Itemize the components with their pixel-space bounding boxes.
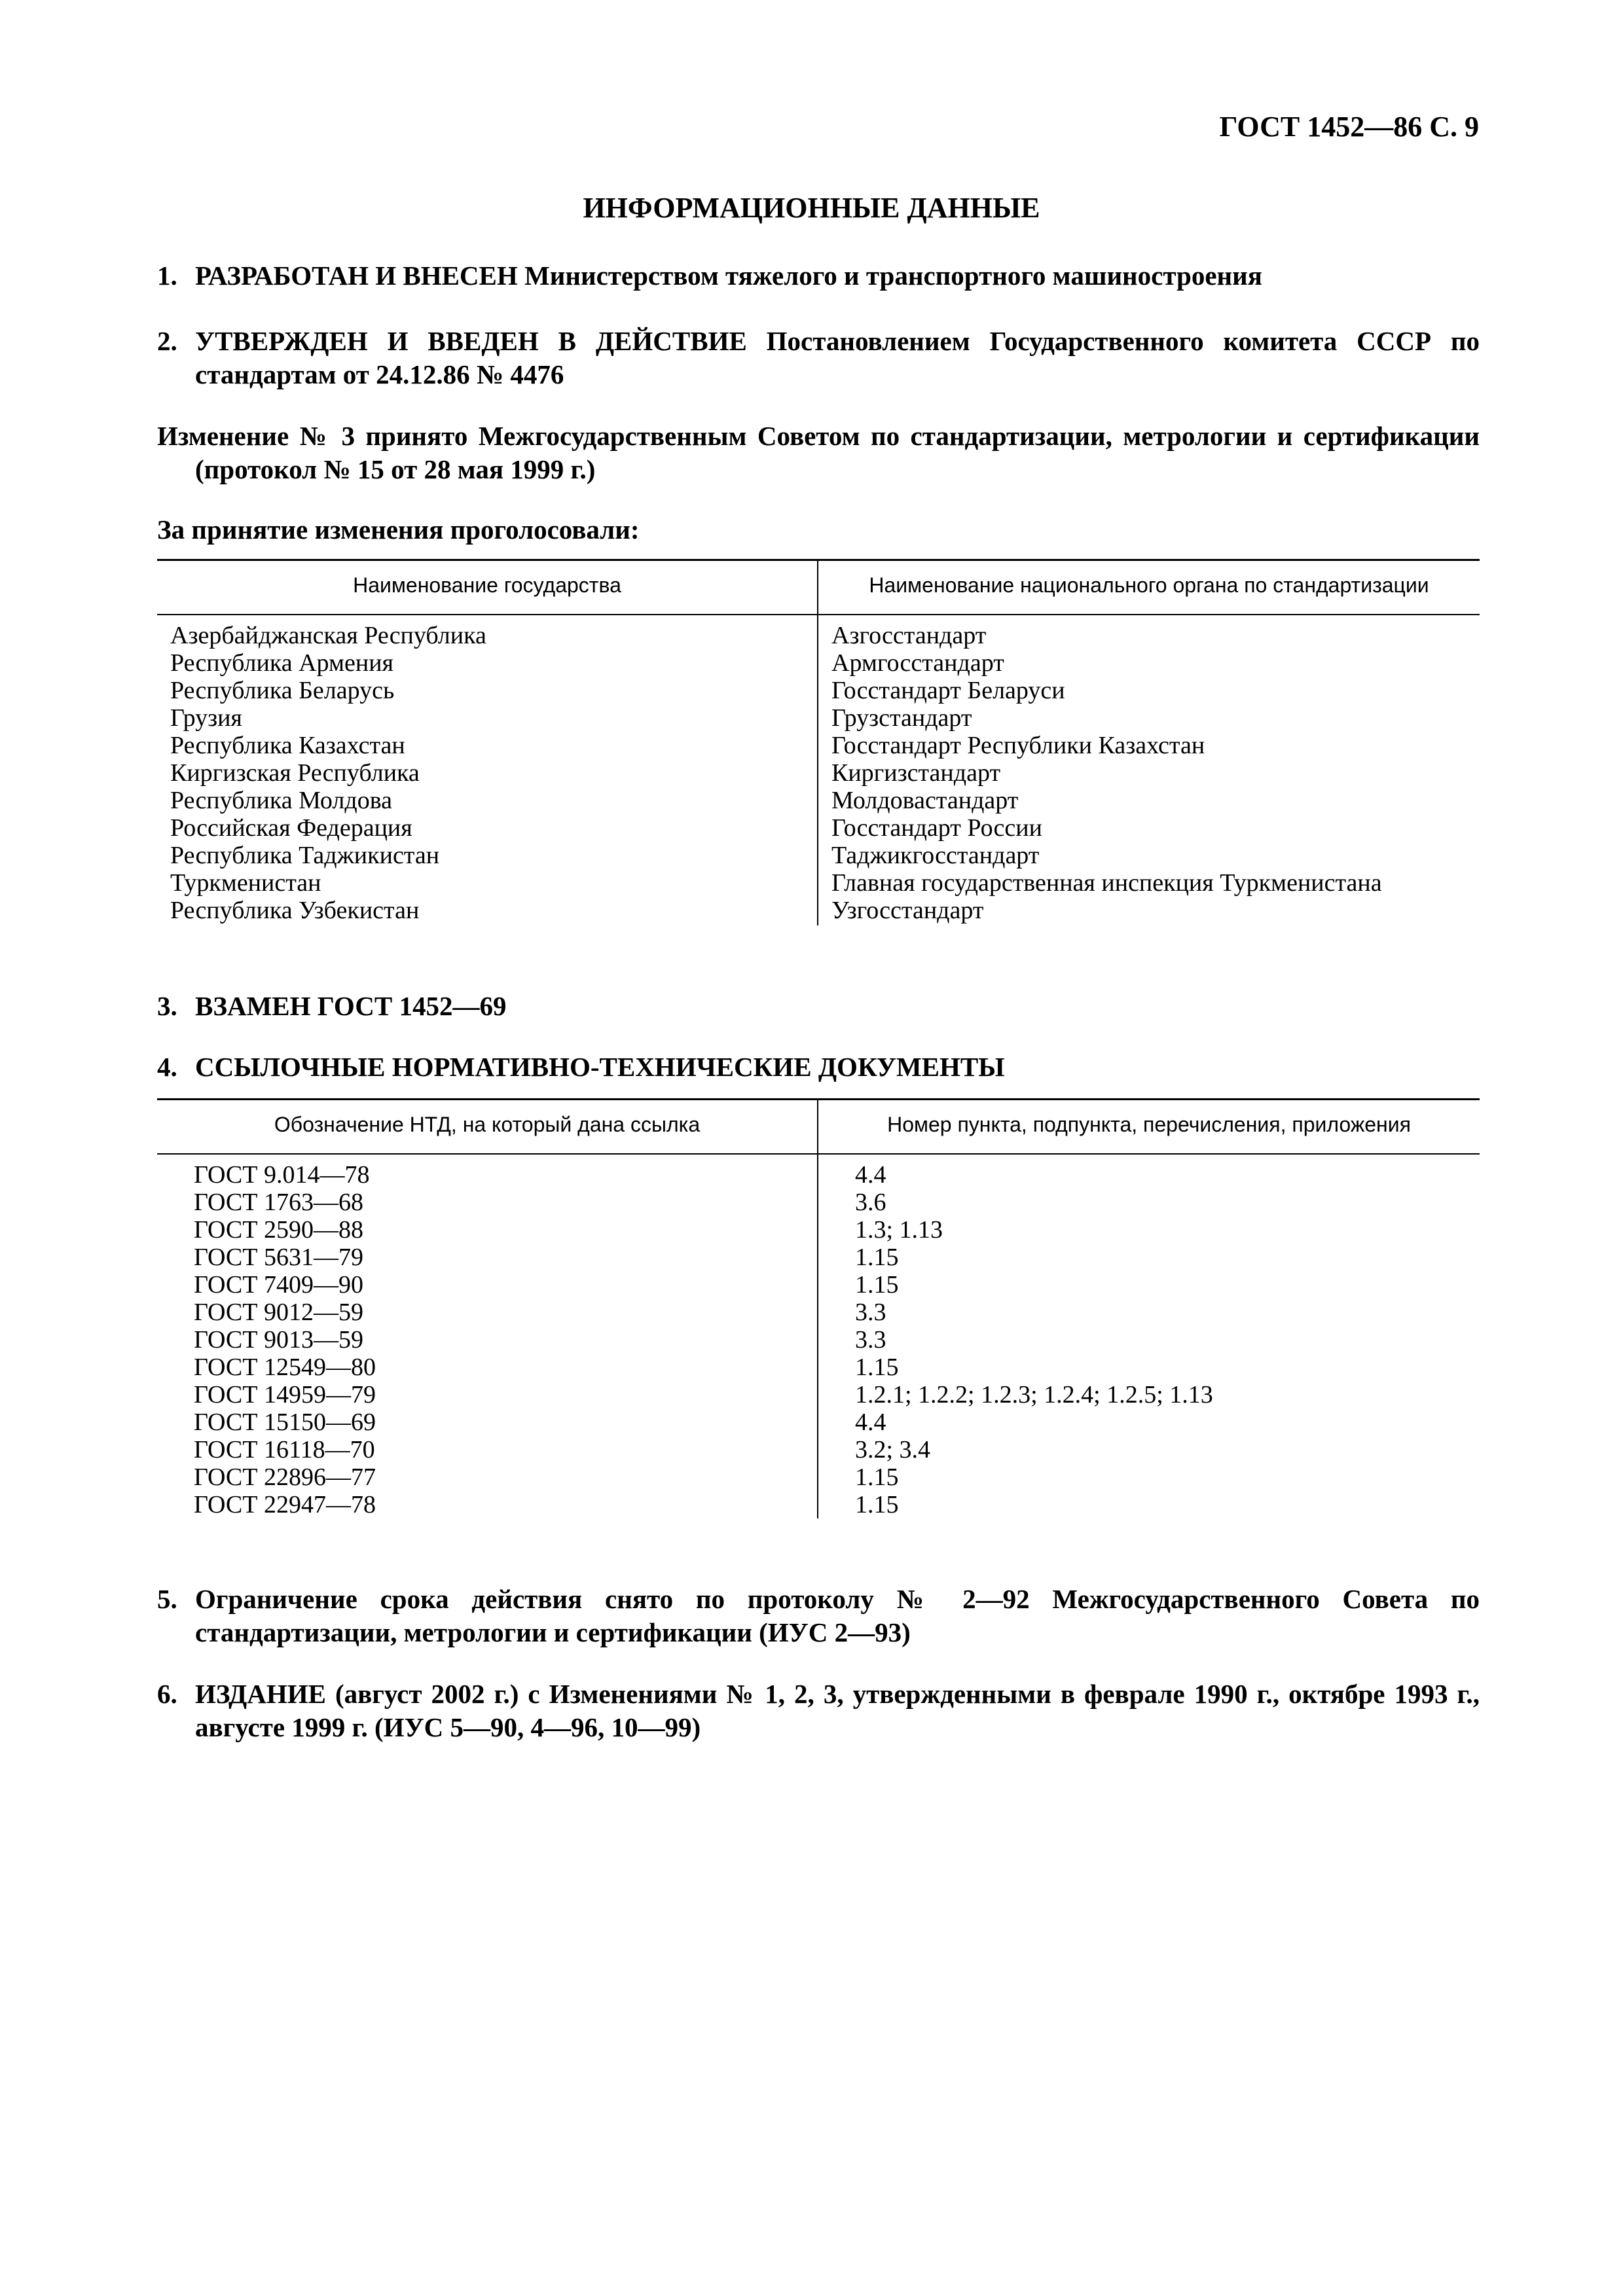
- table-cell-state: Туркменистан: [170, 869, 321, 897]
- item-text: ССЫЛОЧНЫЕ НОРМАТИВНО-ТЕХНИЧЕСКИЕ ДОКУМЕНТЫ: [195, 1052, 1005, 1082]
- table-cell-ref: 3.2; 3.4: [855, 1436, 931, 1463]
- table-cell-body: Киргизстандарт: [831, 759, 1001, 787]
- table-cell-ref: 1.2.1; 1.2.2; 1.2.3; 1.2.4; 1.2.5; 1.13: [855, 1381, 1213, 1408]
- table-column-divider: [817, 1098, 818, 1518]
- item-6: [157, 1677, 1480, 1744]
- table-cell-doc: ГОСТ 5631—79: [194, 1244, 363, 1271]
- table-cell-ref: 4.4: [855, 1161, 886, 1189]
- table-cell-body: Госстандарт Беларуси: [831, 677, 1065, 704]
- table-cell-body: Азгосстандарт: [831, 622, 987, 649]
- table-cell-state: Азербайджанская Республика: [170, 622, 486, 649]
- table-cell-ref: 1.3; 1.13: [855, 1216, 943, 1244]
- table-cell-doc: ГОСТ 1763—68: [194, 1189, 363, 1216]
- vote-bodies-column: [831, 622, 1382, 924]
- item-text: ИЗДАНИЕ (август 2002 г.) с Изменениями № 1, 2, 3, утвержденными в феврале 1990 г., октябре 1993 г., августе 1999 г. (ИУС 5—90, 4—96, 10—99): [195, 1679, 1480, 1742]
- vote-table: [157, 559, 1480, 925]
- table-cell-doc: ГОСТ 15150—69: [194, 1408, 376, 1436]
- table-cell-state: Республика Армения: [170, 649, 394, 677]
- table-cell-ref: 3.3: [855, 1326, 886, 1354]
- table-cell-state: Республика Молдова: [170, 787, 393, 814]
- item-4: [157, 1050, 1480, 1084]
- table-cell-ref: 1.15: [855, 1244, 899, 1271]
- table-cell-state: Республика Казахстан: [170, 732, 405, 759]
- ref-docs-column: [194, 1161, 376, 1518]
- table-cell-body: Госстандарт России: [831, 814, 1042, 842]
- item-text: ВЗАМЕН ГОСТ 1452—69: [195, 991, 507, 1021]
- page-header: ГОСТ 1452—86 С. 9: [1219, 111, 1479, 143]
- item-text: Ограничение срока действия снято по протоколу № 2—92 Межгосударственного Совета по стандартизации, метрологии и сертификации (ИУС 2—93): [195, 1584, 1480, 1647]
- change-note: [157, 420, 1480, 486]
- table-cell-doc: ГОСТ 14959—79: [194, 1381, 376, 1408]
- table-cell-doc: ГОСТ 9013—59: [194, 1326, 363, 1354]
- vote-col2-header: Наименование национального органа по стандартизации: [869, 573, 1429, 597]
- table-cell-doc: ГОСТ 9012—59: [194, 1299, 363, 1326]
- item-text: УТВЕРЖДЕН И ВВЕДЕН В ДЕЙСТВИЕ Постановлением Государственного комитета СССР по стандартам от 24.12.86 № 4476: [195, 326, 1480, 389]
- table-cell-ref: 3.6: [855, 1189, 886, 1216]
- table-cell-state: Киргизская Республика: [170, 759, 420, 787]
- table-cell-doc: ГОСТ 2590—88: [194, 1216, 363, 1244]
- table-header-rule: [157, 1153, 1480, 1155]
- vote-states-column: [170, 622, 486, 924]
- item-number: 6.: [157, 1679, 177, 1709]
- vote-col1-header: Наименование государства: [353, 573, 621, 597]
- table-top-rule: [157, 559, 1480, 561]
- item-number: 3.: [157, 991, 177, 1021]
- table-cell-ref: 4.4: [855, 1408, 886, 1436]
- table-cell-ref: 3.3: [855, 1299, 886, 1326]
- table-cell-body: Таджикгосстандарт: [831, 842, 1040, 869]
- item-number: 4.: [157, 1052, 177, 1082]
- table-cell-body: Молдовастандарт: [831, 787, 1019, 814]
- item-number: 5.: [157, 1584, 177, 1614]
- table-cell-state: Республика Таджикистан: [170, 842, 440, 869]
- table-cell-ref: 1.15: [855, 1354, 899, 1381]
- ref-points-column: [855, 1161, 1213, 1518]
- item-number: 2.: [157, 326, 177, 356]
- table-column-divider: [817, 559, 818, 925]
- item-3: [157, 990, 1480, 1023]
- table-cell-doc: ГОСТ 12549—80: [194, 1354, 376, 1381]
- item-1: [157, 259, 1480, 293]
- table-cell-body: Грузстандарт: [831, 704, 972, 732]
- table-cell-state: Республика Беларусь: [170, 677, 395, 704]
- ref-col2-header: Номер пункта, подпункта, перечисления, приложения: [887, 1113, 1411, 1136]
- table-cell-ref: 1.15: [855, 1491, 899, 1518]
- table-cell-ref: 1.15: [855, 1271, 899, 1299]
- vote-heading: За принятие изменения проголосовали:: [157, 514, 640, 545]
- table-cell-state: Республика Узбекистан: [170, 897, 420, 924]
- ref-col1-header: Обозначение НТД, на который дана ссылка: [274, 1113, 701, 1136]
- reference-table: [157, 1098, 1480, 1518]
- table-cell-doc: ГОСТ 9.014—78: [194, 1161, 370, 1189]
- table-cell-state: Российская Федерация: [170, 814, 412, 842]
- table-cell-body: Армгосстандарт: [831, 649, 1004, 677]
- item-5: [157, 1583, 1480, 1649]
- table-top-rule: [157, 1098, 1480, 1100]
- item-text: РАЗРАБОТАН И ВНЕСЕН Министерством тяжелого и транспортного машиностроения: [195, 260, 1262, 291]
- table-cell-doc: ГОСТ 22947—78: [194, 1491, 376, 1518]
- item-2: [157, 325, 1480, 391]
- table-cell-doc: ГОСТ 22896—77: [194, 1463, 376, 1491]
- table-cell-state: Грузия: [170, 704, 242, 732]
- table-cell-body: Главная государственная инспекция Туркменистана: [831, 869, 1382, 897]
- table-cell-doc: ГОСТ 7409—90: [194, 1271, 363, 1299]
- item-number: 1.: [157, 260, 177, 291]
- change-note-text: Изменение № 3 принято Межгосударственным Советом по стандартизации, метрологии и сертификации (протокол № 15 от 28 мая 1999 г.): [157, 421, 1480, 484]
- table-cell-doc: ГОСТ 16118—70: [194, 1436, 375, 1463]
- table-cell-body: Узгосстандарт: [831, 897, 984, 924]
- table-header-rule: [157, 614, 1480, 615]
- table-cell-ref: 1.15: [855, 1463, 899, 1491]
- table-cell-body: Госстандарт Республики Казахстан: [831, 732, 1205, 759]
- page-title: ИНФОРМАЦИОННЫЕ ДАННЫЕ: [583, 192, 1040, 224]
